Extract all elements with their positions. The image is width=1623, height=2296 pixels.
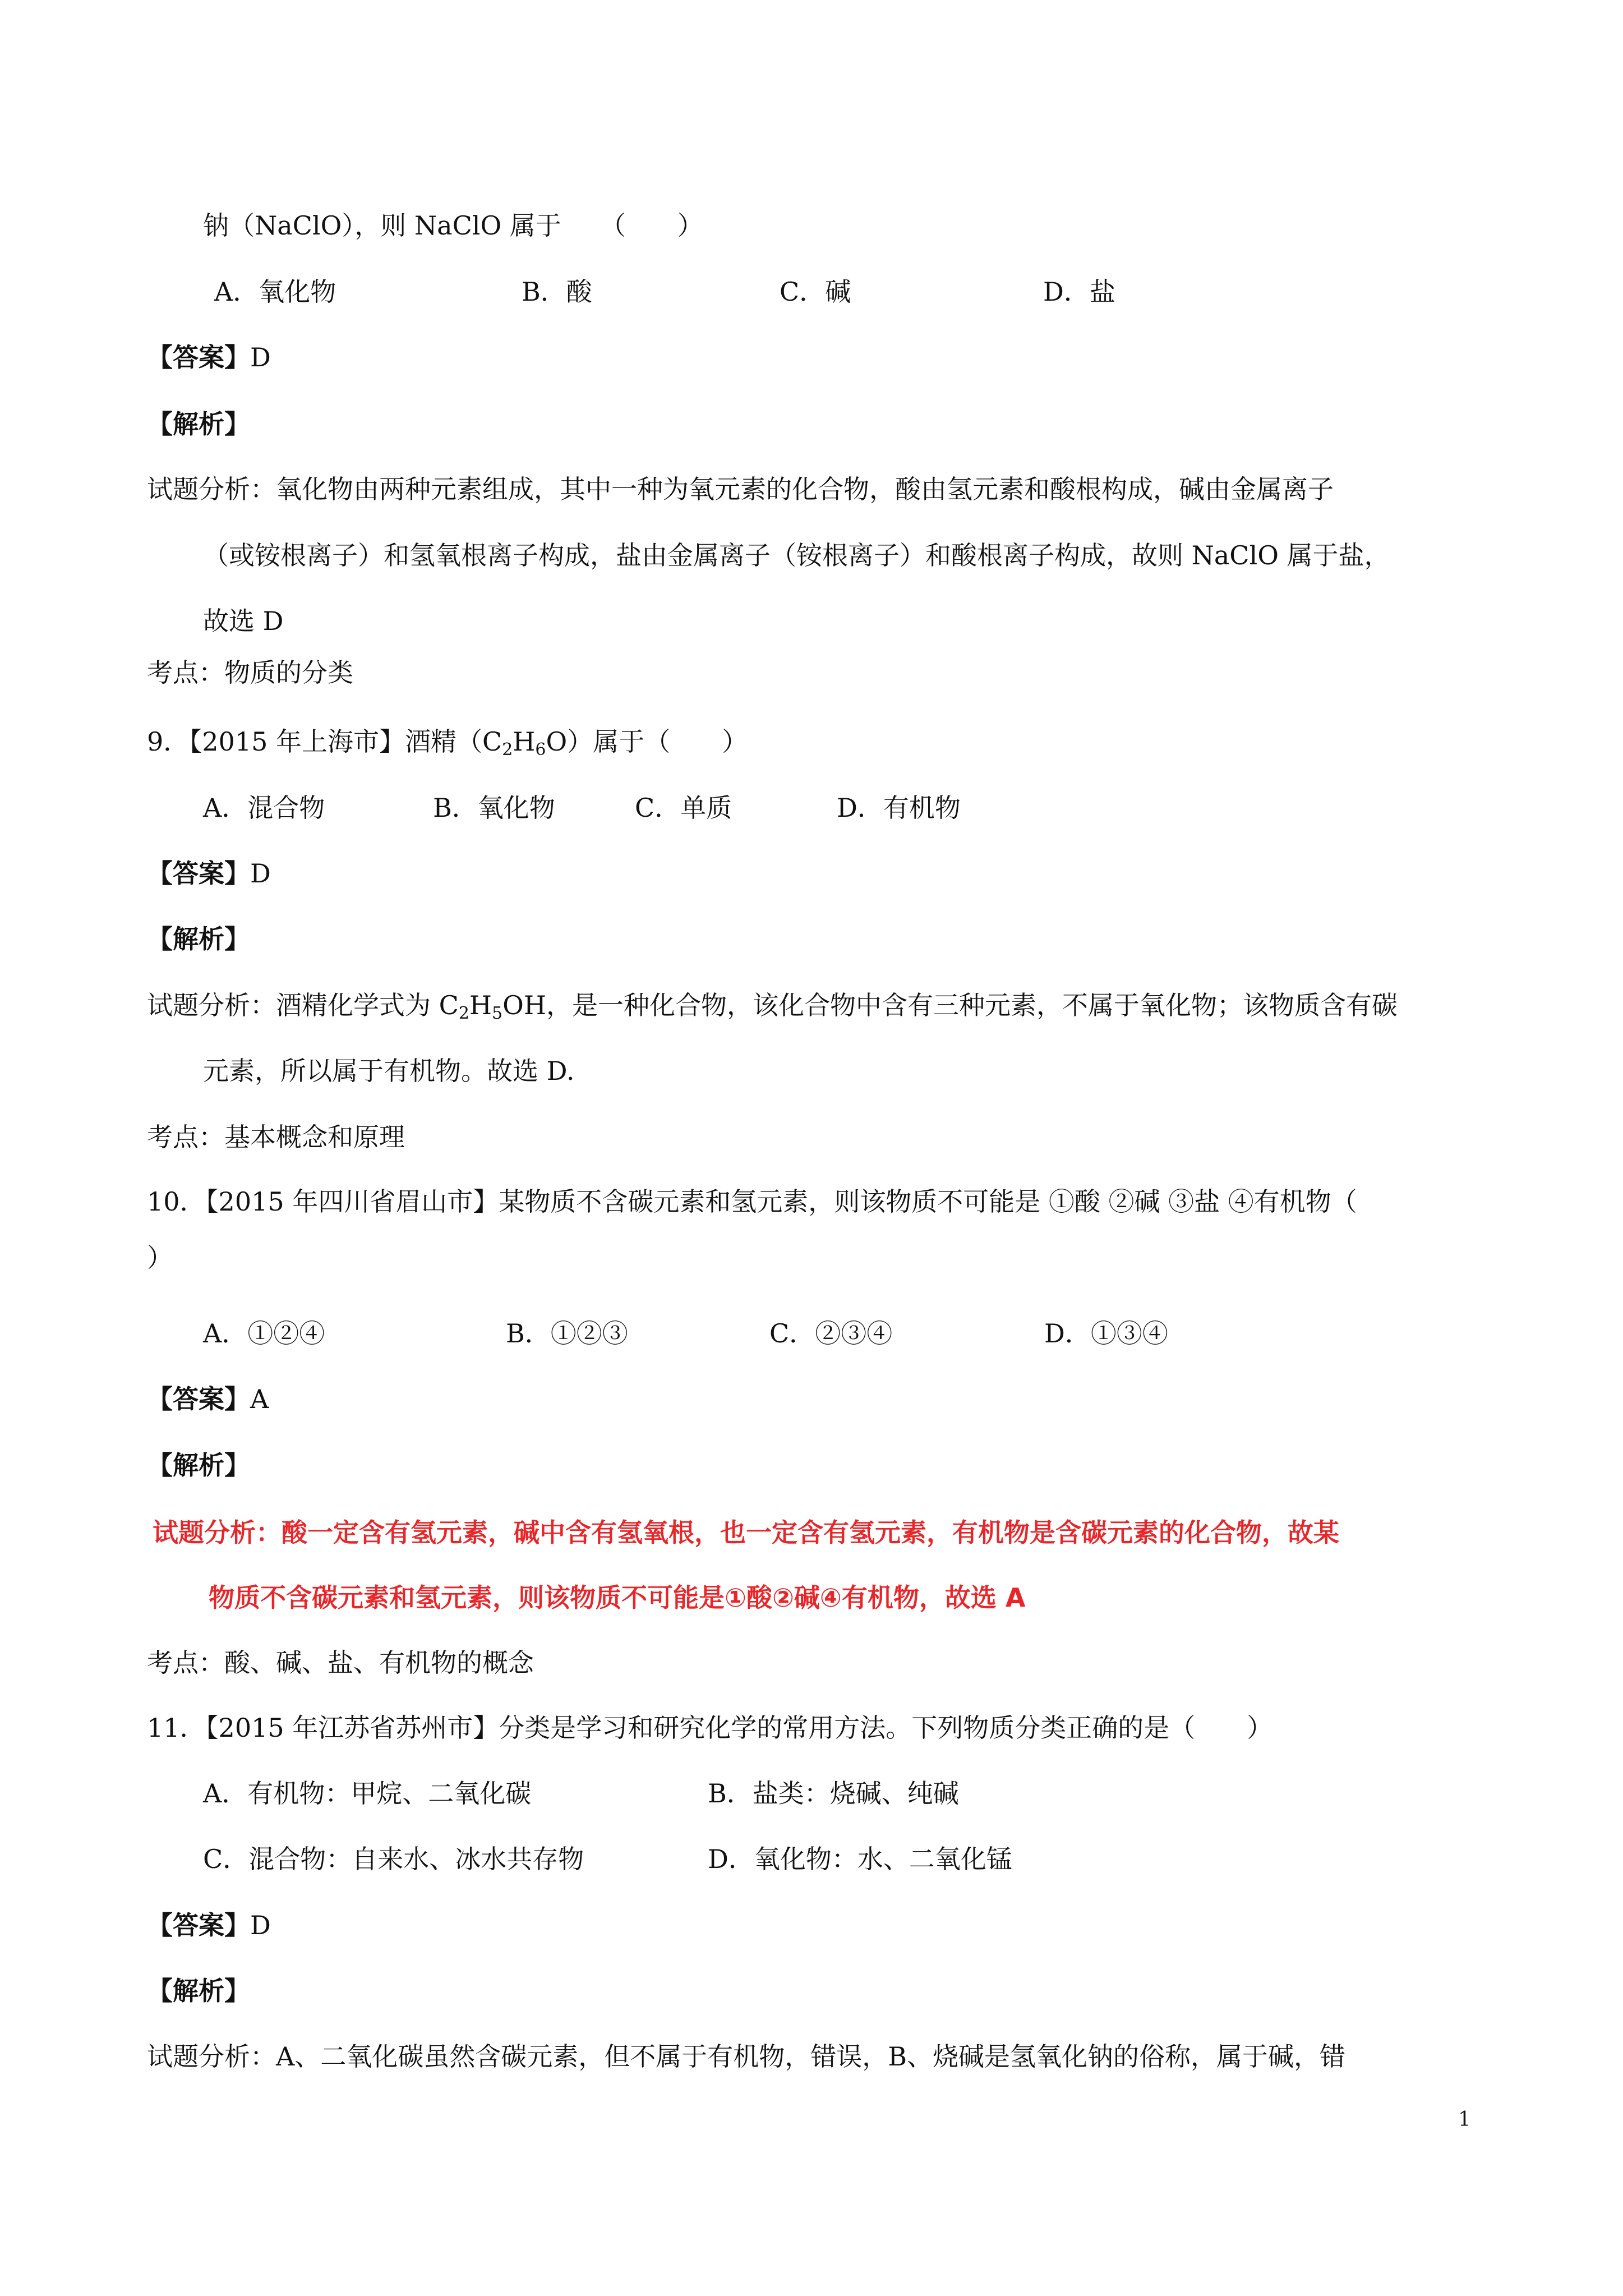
q11-option-a: A．有机物：甲烷、二氧化碳 (203, 1778, 532, 1809)
q11-option-d: D．氧化物：水、二氧化锰 (708, 1844, 1012, 1874)
q9-stem: 9．【2015 年上海市】酒精$(C_2H_6O)$属于（ ） (147, 726, 748, 760)
q10-option-b: B．①②③ (506, 1318, 628, 1349)
q10-option-d: D．①③④ (1044, 1318, 1168, 1349)
q10-analysis-line-2: 物质不含碳元素和氢元素，则该物质不可能是①酸②碱④有机物，故选 A (209, 1582, 1026, 1613)
q9-option-a: A．混合物 (203, 793, 325, 823)
q10-analysis-line-1: 试题分析：酸一定含有氢元素，碱中含有氢氧根，也一定含有氢元素，有机物是含碳元素的化合物，故某 (153, 1517, 1339, 1548)
q9-option-b: B．氧化物 (433, 793, 555, 823)
q8-analysis-label: 【解析】 (147, 409, 250, 439)
q9-option-d: D．有机物 (837, 793, 961, 823)
page-number: 1 (1458, 2108, 1471, 2131)
q8-analysis-line-3: 故选 D (203, 606, 284, 636)
q10-analysis-label: 【解析】 (147, 1450, 250, 1480)
q8-option-c: C．碱 (780, 277, 851, 307)
q10-kaodian: 考点：酸、碱、盐、有机物的概念 (147, 1648, 534, 1678)
q8-option-d: D．盐 (1043, 277, 1115, 307)
q10-option-a: A．①②④ (203, 1318, 325, 1349)
answer-value: D (250, 342, 271, 372)
q10-option-c: C．②③④ (769, 1318, 893, 1349)
q9-kaodian: 考点：基本概念和原理 (147, 1122, 405, 1152)
q9-option-c: C．单质 (635, 793, 732, 823)
q9-analysis-label: 【解析】 (147, 924, 250, 954)
q8-option-a: A．氧化物 (214, 277, 336, 307)
q8-option-b: B．酸 (522, 277, 592, 307)
q10-stem-line-2: ） (147, 1243, 173, 1273)
q10-stem: 10．【2015 年四川省眉山市】某物质不含碳元素和氢元素，则该物质不可能是 ①酸 ②碱 ③盐 ④有机物（ (147, 1186, 1357, 1217)
q9-analysis-line-1: 试题分析：酒精化学式为 $C_2H_5OH$，是一种化合物，该化合物中含有三种元素，不属于氧化物；该物质含有碳 (147, 990, 1398, 1023)
q8-kaodian: 考点：物质的分类 (147, 657, 353, 688)
q9-answer-line: 【答案】D (147, 858, 271, 889)
q8-analysis-line-1: 试题分析：氧化物由两种元素组成，其中一种为氧元素的化合物，酸由氢元素和酸根构成，碱由金属离子 (147, 474, 1334, 504)
q11-option-b: B．盐类：烧碱、纯碱 (708, 1778, 959, 1809)
q11-option-c: C．混合物：自来水、冰水共存物 (203, 1844, 584, 1874)
q8-answer-line (147, 339, 271, 375)
q11-stem: 11．【2015 年江苏省苏州市】分类是学习和研究化学的常用方法。下列物质分类正确的是（ ） (147, 1713, 1273, 1743)
q11-answer-line: 【答案】D (147, 1910, 271, 1940)
q11-analysis-line-1: 试题分析：A、二氧化碳虽然含碳元素，但不属于有机物，错误，B、烧碱是氢氧化钠的俗称，属于碱，错 (147, 2041, 1346, 2072)
answer-label: 【答案】 (147, 342, 250, 372)
q9-analysis-line-2: 元素，所以属于有机物。故选 D. (203, 1056, 575, 1086)
q8-analysis-line-2: （或铵根离子）和氢氧根离子构成，盐由金属离子（铵根离子）和酸根离子构成，故则 NaClO 属于盐， (203, 540, 1390, 570)
q10-answer-line: 【答案】A (147, 1384, 269, 1414)
q8-stem-tail: 钠（NaClO），则 NaClO 属于 （ ） (203, 210, 703, 241)
q11-analysis-label: 【解析】 (147, 1976, 250, 2006)
